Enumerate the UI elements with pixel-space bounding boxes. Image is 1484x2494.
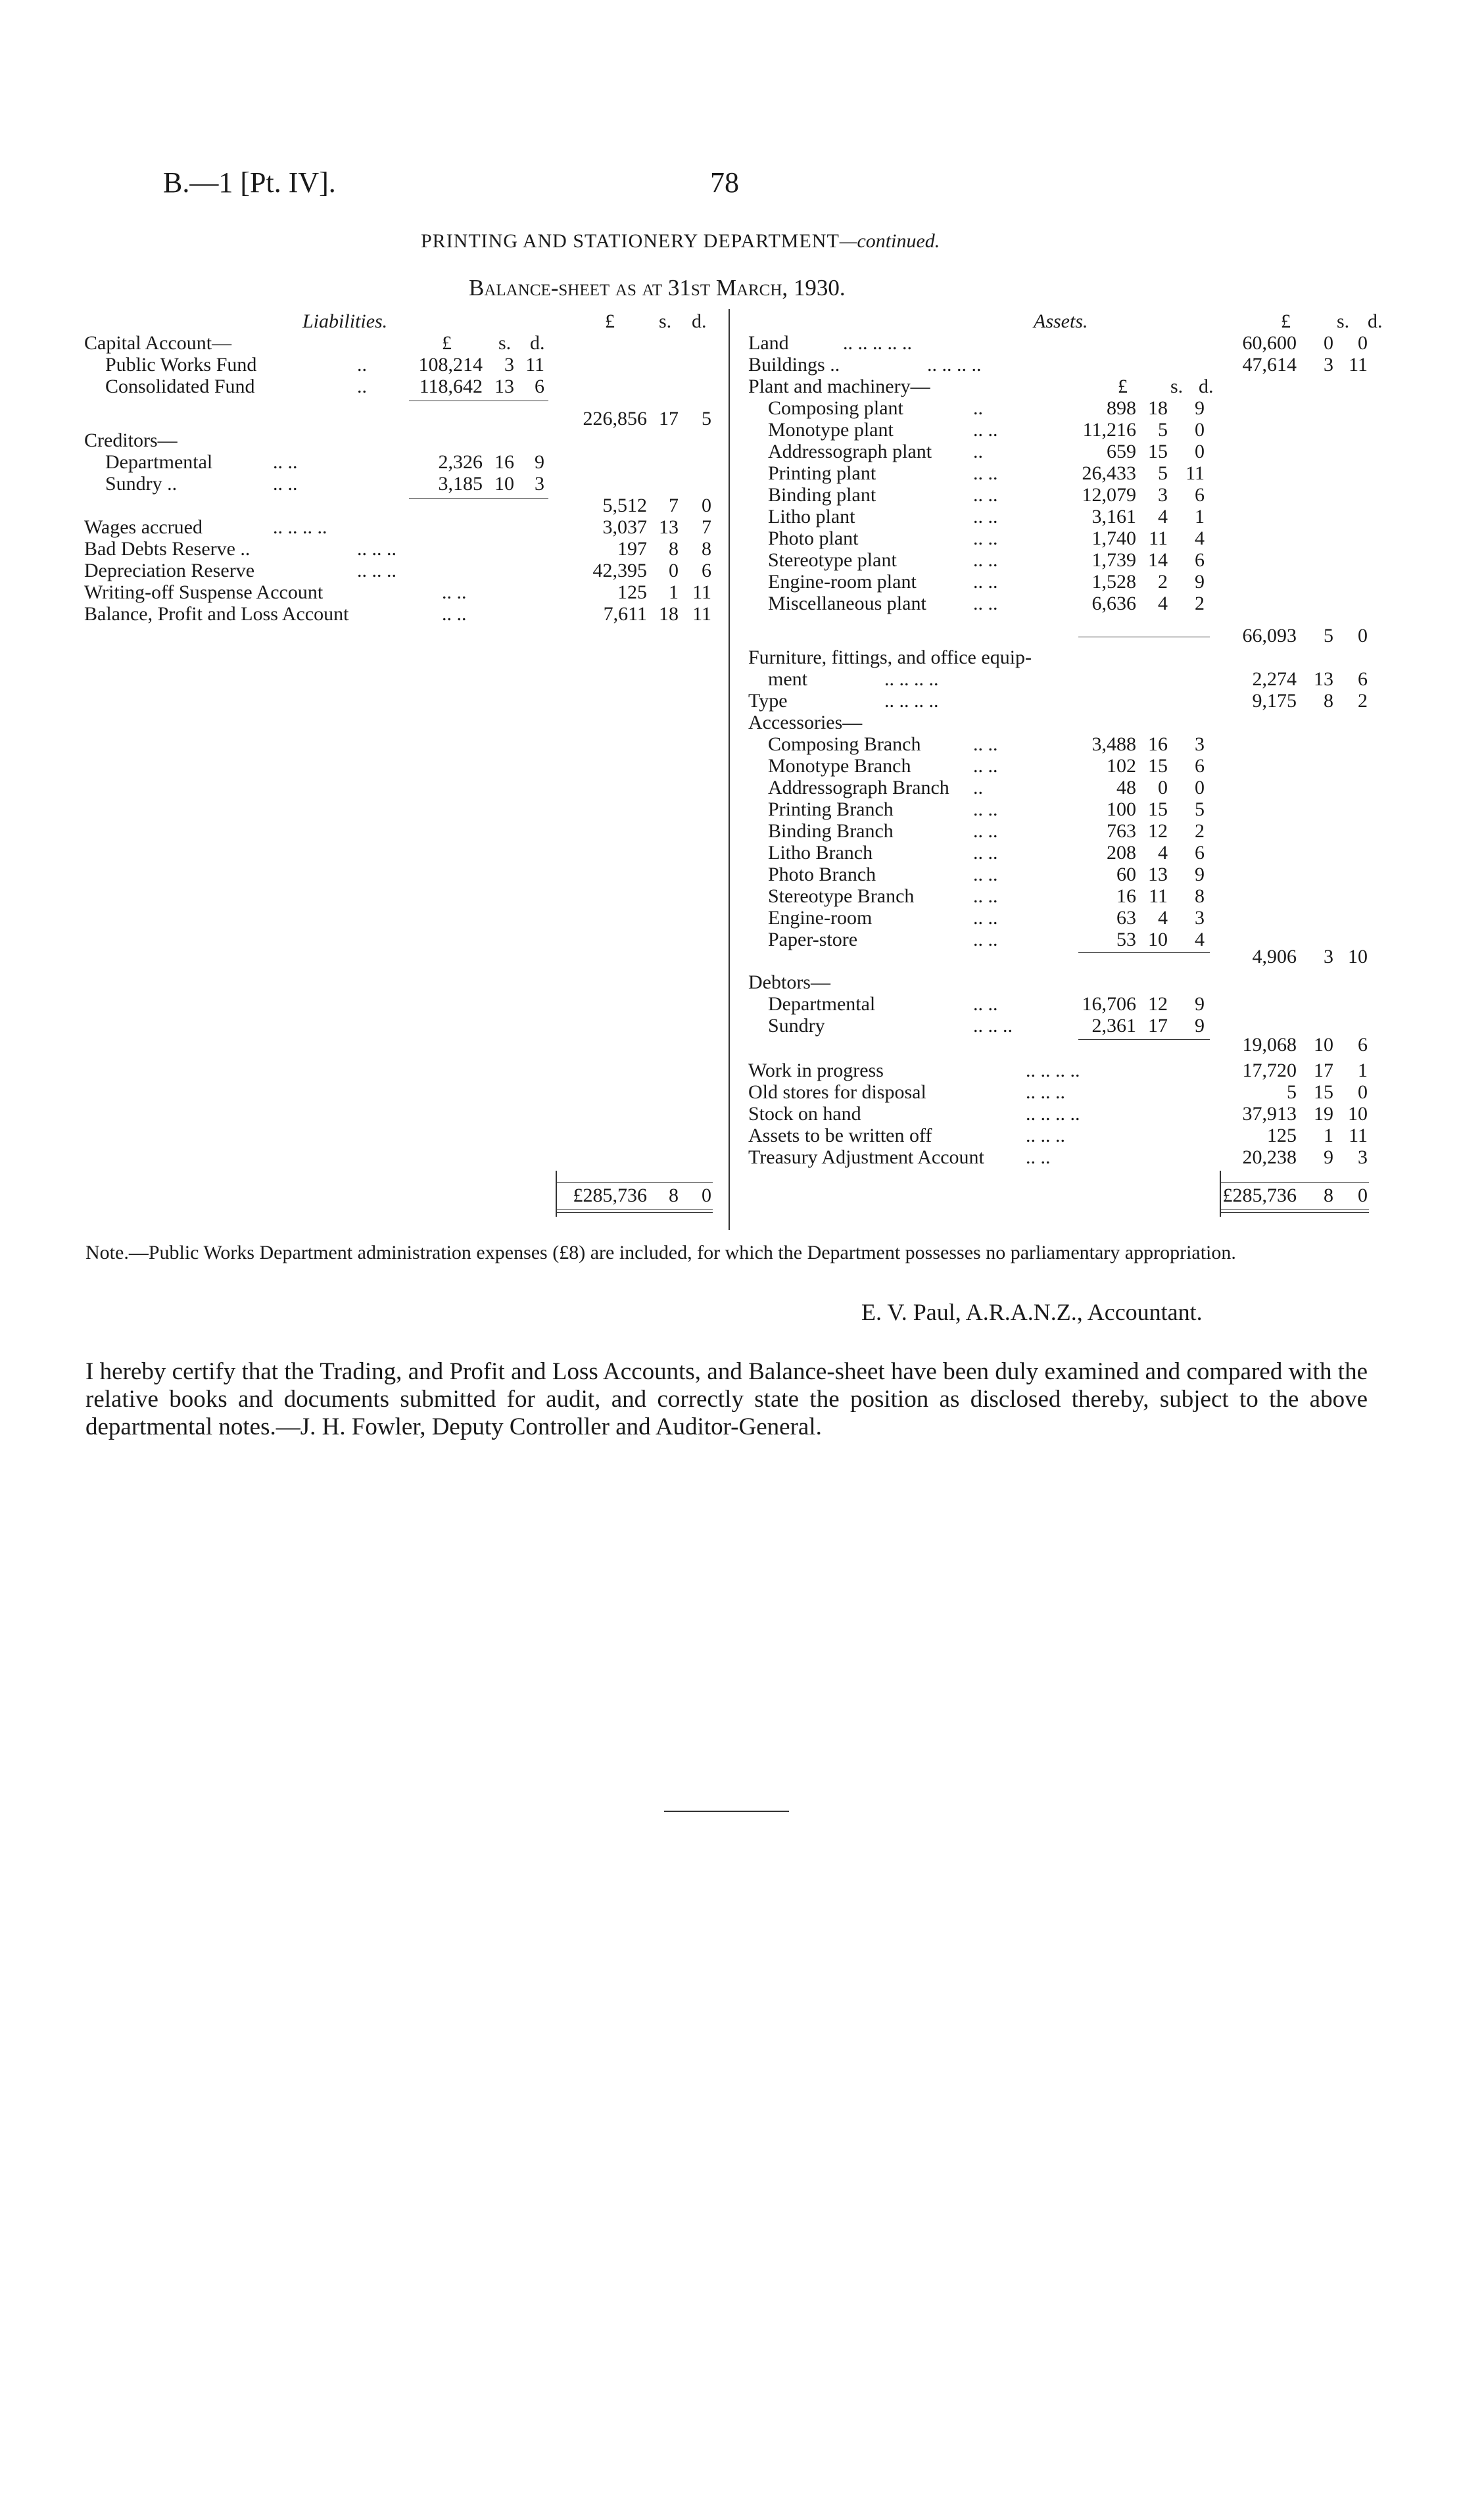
buildings-label: Buildings .. [748,354,840,376]
accessory-item-shillings: 16 [1148,733,1168,755]
accessory-item-label: Stereotype Branch [768,885,915,907]
leader-dots: .. .. .. [1026,1125,1065,1146]
accountant-signature: E. V. Paul, A.R.A.N.Z., Accountant. [861,1299,1203,1325]
other-asset-shillings: 17 [1314,1060,1333,1081]
accessory-item-label: Monotype Branch [768,755,911,777]
leader-dots: .. .. [973,885,998,907]
other-asset-shillings: 15 [1314,1081,1333,1103]
plant-item-pence: 0 [1195,441,1205,462]
leader-dots: .. .. [973,462,998,484]
liabilities-pence-header: d. [692,310,707,332]
accessory-item-label: Addressograph Branch [768,777,949,798]
writing-off-suspense-pounds: 125 [617,581,647,603]
plant-item-pence: 6 [1195,484,1205,506]
writing-off-suspense-label: Writing-off Suspense Account [84,581,323,603]
liabilities-total-pounds: £285,736 [573,1185,647,1206]
accessory-item-shillings: 0 [1158,777,1168,798]
other-asset-pounds: 125 [1267,1125,1297,1146]
type-pounds: 9,175 [1252,690,1297,712]
subtotal-rule [409,498,548,499]
leader-dots: .. .. [973,506,998,527]
depreciation-reserve-label: Depreciation Reserve [84,560,255,581]
creditors-total-pounds: 5,512 [602,495,647,516]
consolidated-shillings: 13 [494,376,514,397]
accessory-item-pence: 3 [1195,907,1205,929]
plant-pence-header: d. [1199,376,1214,397]
accessory-item-pounds: 16 [1116,885,1136,907]
other-asset-label: Treasury Adjustment Account [748,1146,984,1168]
public-works-fund-label: Public Works Fund [105,354,257,376]
assets-shilling-header: s. [1337,310,1350,332]
debtors-total-pounds: 19,068 [1242,1034,1297,1056]
plant-item-pence: 0 [1195,419,1205,441]
accessory-item-pounds: 3,488 [1091,733,1136,755]
bad-debts-shillings: 8 [669,538,679,560]
leader-dots: .. .. .. .. [884,690,939,712]
leader-dots: .. [357,354,367,376]
accessory-item-shillings: 15 [1148,755,1168,777]
other-asset-shillings: 9 [1324,1146,1333,1168]
assets-pence-header: d. [1368,310,1383,332]
creditors-departmental-pence: 9 [535,451,544,473]
bad-debts-pence: 8 [702,538,711,560]
plant-item-label: Stereotype plant [768,549,897,571]
plant-total-shillings: 5 [1324,625,1333,647]
balance-profit-loss-label: Balance, Profit and Loss Account [84,603,349,625]
accessory-item-pounds: 63 [1116,907,1136,929]
other-asset-label: Old stores for disposal [748,1081,926,1103]
accessory-item-pence: 3 [1195,733,1205,755]
plant-item-label: Engine-room plant [768,571,917,593]
plant-item-label: Litho plant [768,506,855,527]
capital-total-pence: 5 [702,408,711,429]
plant-item-shillings: 4 [1158,593,1168,614]
leader-dots: .. .. [273,451,298,473]
plant-item-pence: 9 [1195,571,1205,593]
leader-dots: .. .. [973,549,998,571]
buildings-pence: 11 [1349,354,1368,376]
creditors-total-shillings: 7 [669,495,679,516]
debtor-item-shillings: 17 [1148,1015,1168,1037]
accessory-item-shillings: 13 [1148,864,1168,885]
other-asset-pence: 10 [1348,1103,1368,1125]
land-pence: 0 [1358,332,1368,354]
leader-dots: .. .. [973,419,998,441]
leader-dots: .. .. [973,864,998,885]
double-rule [556,1209,713,1210]
double-rule [556,1212,713,1213]
public-works-pence: 11 [525,354,544,376]
leader-dots: .. .. [273,473,298,495]
audit-certificate: I hereby certify that the Trading, and Profit and Loss Accounts, and Balance-sheet have been duly examined and compared with the relative books and documents submitted for audit, and correctly state the position as disclosed thereby, subject to the above departmental notes.—J. H. Fowler, Deputy Controller and Auditor-General. [85,1358,1368,1440]
document-reference: B.—1 [Pt. IV]. [163,166,336,199]
plant-shilling-header: s. [1170,376,1184,397]
plant-item-pence: 6 [1195,549,1205,571]
liabilities-shilling-header: s. [659,310,672,332]
leader-dots: .. .. [442,603,467,625]
creditors-label: Creditors— [84,429,178,451]
plant-item-shillings: 5 [1158,462,1168,484]
plant-item-pounds: 6,636 [1091,593,1136,614]
furniture-label: Furniture, fittings, and office equip- [748,647,1032,668]
leader-dots: .. .. .. .. .. [843,332,912,354]
leader-dots: .. [973,397,983,419]
accessory-item-pounds: 763 [1107,820,1136,842]
leader-dots: .. .. [973,593,998,614]
leader-dots: .. .. [973,907,998,929]
debtor-item-pence: 9 [1195,1015,1205,1037]
liabilities-heading: Liabilities. [302,310,388,332]
plant-item-pence: 4 [1195,527,1205,549]
balance-profit-loss-pence: 11 [692,603,711,625]
accessories-total-shillings: 3 [1324,946,1333,967]
plant-item-pounds: 1,739 [1091,549,1136,571]
plant-item-label: Composing plant [768,397,903,419]
plant-total-pounds: 66,093 [1242,625,1297,647]
plant-total-pence: 0 [1358,625,1368,647]
plant-machinery-label: Plant and machinery— [748,376,930,397]
plant-item-pounds: 1,528 [1091,571,1136,593]
plant-item-pounds: 26,433 [1082,462,1136,484]
balance-profit-loss-pounds: 7,611 [603,603,647,625]
other-asset-pounds: 5 [1287,1081,1297,1103]
assets-total-shillings: 8 [1324,1185,1333,1206]
leader-dots: .. .. [442,581,467,603]
creditors-total-pence: 0 [702,495,711,516]
other-asset-pounds: 20,238 [1242,1146,1297,1168]
debtors-label: Debtors— [748,971,830,993]
subtotal-rule [1078,952,1210,953]
type-label: Type [748,690,788,712]
creditors-sundry-shillings: 10 [494,473,514,495]
land-label: Land [748,332,789,354]
accessory-item-shillings: 4 [1158,907,1168,929]
writing-off-suspense-pence: 11 [692,581,711,603]
writing-off-suspense-shillings: 1 [669,581,679,603]
plant-item-pence: 1 [1195,506,1205,527]
plant-item-shillings: 15 [1148,441,1168,462]
other-asset-pence: 3 [1358,1146,1368,1168]
accessory-item-shillings: 10 [1148,929,1168,950]
accessory-item-pence: 8 [1195,885,1205,907]
public-works-shillings: 3 [504,354,514,376]
assets-pound-header: £ [1281,310,1291,332]
plant-item-shillings: 14 [1148,549,1168,571]
accessory-item-pence: 6 [1195,755,1205,777]
accessory-item-label: Paper-store [768,929,858,950]
accessory-item-pence: 6 [1195,842,1205,864]
plant-item-label: Miscellaneous plant [768,593,926,614]
plant-item-shillings: 18 [1148,397,1168,419]
creditors-sundry-pence: 3 [535,473,544,495]
other-asset-shillings: 1 [1324,1125,1333,1146]
title-suffix: —continued. [839,230,940,252]
public-works-pounds: 108,214 [418,354,483,376]
accessory-item-pounds: 100 [1107,798,1136,820]
other-asset-label: Stock on hand [748,1103,861,1125]
other-asset-pounds: 37,913 [1242,1103,1297,1125]
debtor-item-pence: 9 [1195,993,1205,1015]
plant-item-pounds: 898 [1107,397,1136,419]
plant-item-label: Monotype plant [768,419,894,441]
depreciation-reserve-pence: 6 [702,560,711,581]
leader-dots: .. .. .. [357,538,396,560]
plant-item-shillings: 3 [1158,484,1168,506]
accessory-item-shillings: 12 [1148,820,1168,842]
type-pence: 2 [1358,690,1368,712]
leader-dots: .. [973,777,983,798]
creditors-sundry-pounds: 3,185 [438,473,483,495]
other-asset-shillings: 19 [1314,1103,1333,1125]
leader-dots: .. .. [973,733,998,755]
other-asset-label: Assets to be written off [748,1125,932,1146]
leader-dots: .. .. [973,929,998,950]
plant-item-label: Printing plant [768,462,876,484]
plant-item-pounds: 3,161 [1091,506,1136,527]
accessory-item-shillings: 4 [1158,842,1168,864]
accessory-item-shillings: 15 [1148,798,1168,820]
leader-dots: .. [973,441,983,462]
plant-item-shillings: 11 [1149,527,1168,549]
total-rule [556,1182,713,1183]
plant-item-pence: 2 [1195,593,1205,614]
inner-pound-header: £ [442,332,452,354]
double-rule [1220,1209,1369,1210]
other-asset-label: Work in progress [748,1060,884,1081]
leader-dots: .. .. [973,798,998,820]
other-asset-pence: 1 [1358,1060,1368,1081]
leader-dots: .. .. [973,527,998,549]
furniture-label-cont: ment [768,668,807,690]
accessory-item-label: Binding Branch [768,820,894,842]
debtor-item-pounds: 16,706 [1082,993,1136,1015]
accessory-item-pounds: 102 [1107,755,1136,777]
leader-dots: .. .. [1026,1146,1051,1168]
liabilities-pound-header: £ [605,310,615,332]
column-divider [729,309,730,1230]
double-rule [1220,1212,1369,1213]
bad-debts-pounds: 197 [617,538,647,560]
other-asset-pence: 0 [1358,1081,1368,1103]
leader-dots: .. .. .. [973,1015,1013,1037]
debtor-item-label: Sundry [768,1015,825,1037]
total-rule [1220,1182,1369,1183]
subtotal-rule [1078,1039,1210,1040]
accessory-item-label: Composing Branch [768,733,921,755]
accessory-item-pence: 0 [1195,777,1205,798]
other-asset-pounds: 17,720 [1242,1060,1297,1081]
leader-dots: .. .. .. .. [273,516,327,538]
depreciation-reserve-shillings: 0 [669,560,679,581]
plant-item-pence: 9 [1195,397,1205,419]
type-shillings: 8 [1324,690,1333,712]
other-asset-pence: 11 [1349,1125,1368,1146]
leader-dots: .. .. [973,484,998,506]
plant-item-pounds: 11,216 [1082,419,1136,441]
land-pounds: 60,600 [1242,332,1297,354]
plant-item-pence: 11 [1185,462,1205,484]
accessory-item-pence: 9 [1195,864,1205,885]
consolidated-pence: 6 [535,376,544,397]
furniture-pounds: 2,274 [1252,668,1297,690]
consolidated-pounds: 118,642 [419,376,483,397]
plant-item-label: Binding plant [768,484,876,506]
department-title [421,230,940,253]
accessory-item-pence: 4 [1195,929,1205,950]
furniture-pence: 6 [1358,668,1368,690]
inner-shilling-header: s. [498,332,512,354]
accessory-item-pounds: 48 [1116,777,1136,798]
assets-total-pence: 0 [1358,1185,1368,1206]
bad-debts-label: Bad Debts Reserve .. [84,538,251,560]
accessory-item-label: Engine-room [768,907,873,929]
debtor-item-pounds: 2,361 [1091,1015,1136,1037]
accessory-item-pence: 2 [1195,820,1205,842]
capital-account-label: Capital Account— [84,332,232,354]
assets-heading: Assets. [1034,310,1088,332]
leader-dots: .. .. [973,820,998,842]
wages-accrued-label: Wages accrued [84,516,203,538]
leader-dots: .. .. [973,571,998,593]
leader-dots: .. .. .. [1026,1081,1065,1103]
plant-item-label: Addressograph plant [768,441,932,462]
liabilities-total-pence: 0 [702,1185,711,1206]
capital-total-pounds: 226,856 [583,408,647,429]
buildings-shillings: 3 [1324,354,1333,376]
creditors-departmental-shillings: 16 [494,451,514,473]
leader-dots: .. .. [973,993,998,1015]
inner-pence-header: d. [530,332,545,354]
debtor-item-shillings: 12 [1148,993,1168,1015]
consolidated-fund-label: Consolidated Fund [105,376,255,397]
debtor-item-label: Departmental [768,993,876,1015]
plant-item-pounds: 659 [1107,441,1136,462]
creditors-departmental-pounds: 2,326 [438,451,483,473]
leader-dots: .. [357,376,367,397]
leader-dots: .. .. .. .. [1026,1103,1080,1125]
title-main: PRINTING AND STATIONERY DEPARTMENT [421,230,840,252]
accessories-total-pence: 10 [1348,946,1368,967]
plant-item-label: Photo plant [768,527,859,549]
plant-item-shillings: 5 [1158,419,1168,441]
accessory-item-pounds: 208 [1107,842,1136,864]
wages-accrued-shillings: 13 [659,516,679,538]
wages-accrued-pence: 7 [702,516,711,538]
footnote: Note.—Public Works Department administration expenses (£8) are included, for which the Department possesses no parliamentary appropriation. [85,1242,1236,1263]
accessory-item-shillings: 11 [1149,885,1168,907]
assets-total-pounds: £285,736 [1222,1185,1297,1206]
depreciation-reserve-pounds: 42,395 [592,560,647,581]
balance-profit-loss-shillings: 18 [659,603,679,625]
accessory-item-label: Litho Branch [768,842,873,864]
leader-dots: .. .. .. .. [1026,1060,1080,1081]
plant-item-shillings: 2 [1158,571,1168,593]
accessory-item-pounds: 53 [1116,929,1136,950]
furniture-shillings: 13 [1314,668,1333,690]
land-shillings: 0 [1324,332,1333,354]
plant-pound-header: £ [1118,376,1128,397]
creditors-departmental-label: Departmental [105,451,213,473]
balance-sheet-title: Balance-sheet as at 31st March, 1930. [469,275,846,301]
plant-item-pounds: 12,079 [1082,484,1136,506]
leader-dots: .. .. .. [357,560,396,581]
leader-dots: .. .. [973,755,998,777]
accessory-item-pence: 5 [1195,798,1205,820]
buildings-pounds: 47,614 [1242,354,1297,376]
end-rule [664,1811,789,1812]
leader-dots: .. .. .. .. [927,354,982,376]
accessories-total-pounds: 4,906 [1252,946,1297,967]
liabilities-total-shillings: 8 [669,1185,679,1206]
accessory-item-label: Printing Branch [768,798,894,820]
page-number: 78 [710,166,739,199]
plant-item-shillings: 4 [1158,506,1168,527]
debtors-total-pence: 6 [1358,1034,1368,1056]
accessory-item-label: Photo Branch [768,864,876,885]
plant-item-pounds: 1,740 [1091,527,1136,549]
leader-dots: .. .. .. .. [884,668,939,690]
capital-total-shillings: 17 [659,408,679,429]
creditors-sundry-label: Sundry .. [105,473,178,495]
leader-dots: .. .. [973,842,998,864]
wages-accrued-pounds: 3,037 [602,516,647,538]
debtors-total-shillings: 10 [1314,1034,1333,1056]
accessory-item-pounds: 60 [1116,864,1136,885]
accessories-label: Accessories— [748,712,863,733]
